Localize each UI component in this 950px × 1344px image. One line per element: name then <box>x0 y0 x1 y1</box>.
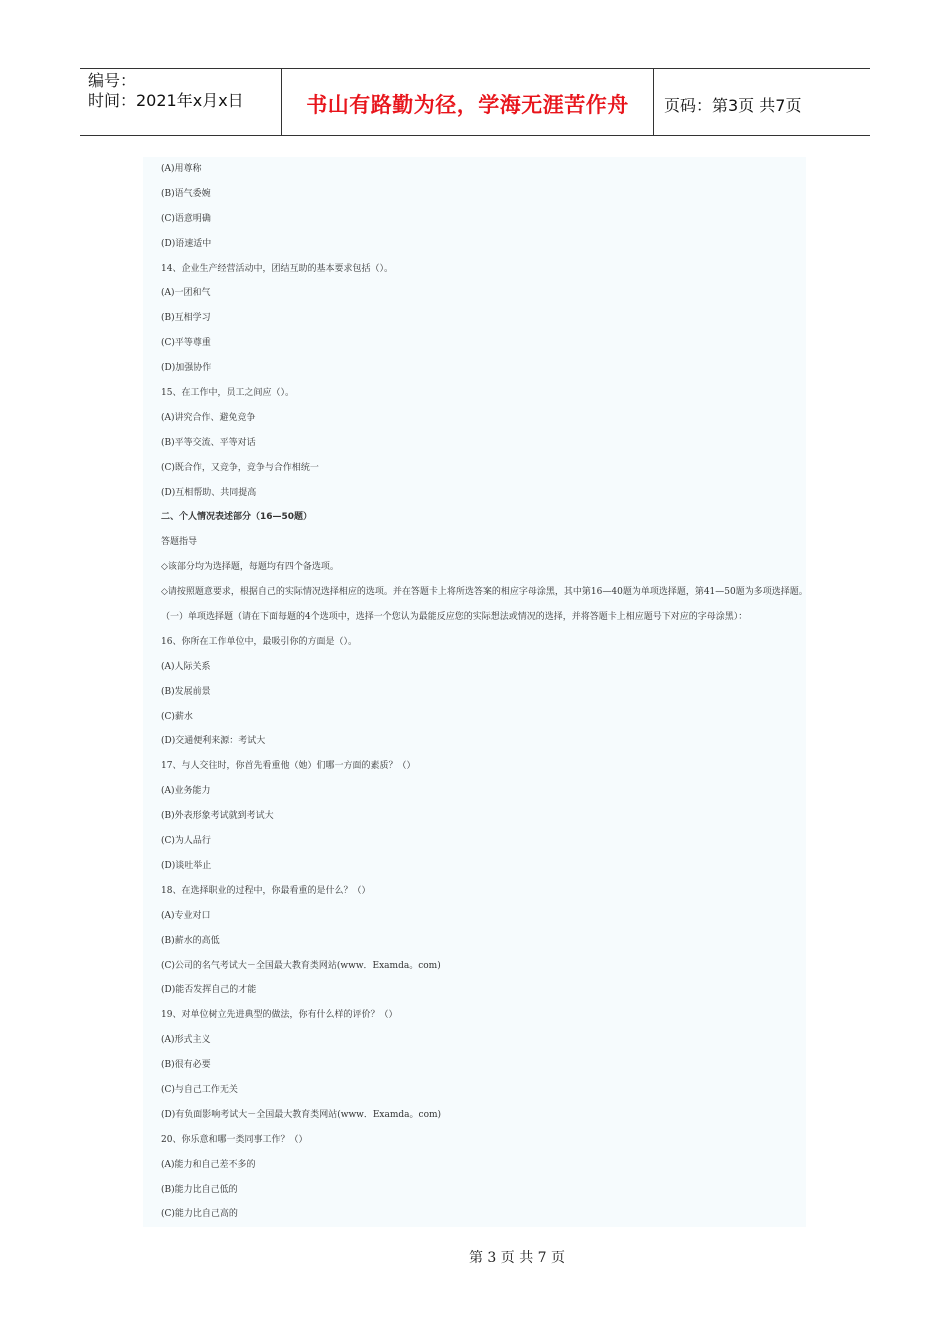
content-line: (D)有负面影响考试大－全国最大教育类网站(www．Examda。com) <box>161 1109 442 1120</box>
content-line: (D)加强协作 <box>161 363 212 374</box>
content-line: (C)平等尊重 <box>161 338 211 349</box>
content-line: ◇该部分均为选择题，每题均有四个备选项。 <box>161 562 339 573</box>
content-line: (A)用尊称 <box>161 164 202 174</box>
content-line: (B)外表形象考试就到考试大 <box>161 811 274 822</box>
page-header <box>80 68 870 136</box>
content-line: (A)讲究合作、避免竞争 <box>161 412 256 423</box>
content-line: (B)能力比自己低的 <box>161 1184 238 1195</box>
content-line: (A)人际关系 <box>161 661 211 672</box>
document-number-label: 编号： <box>88 71 137 90</box>
content-line: (C)既合作，又竞争，竞争与合作相统一 <box>161 462 319 473</box>
content-line: (A)专业对口 <box>161 910 211 921</box>
content-line: 答题指导 <box>161 537 198 548</box>
page-footer: 第 3 页 共 7 页 <box>468 1250 566 1266</box>
content-line: (B)薪水的高低 <box>161 935 220 946</box>
header-slogan: 书山有路勤为径，学海无涯苦作舟 <box>281 69 654 135</box>
content-line: (A)能力和自己差不多的 <box>161 1159 256 1170</box>
content-line: (A)一团和气 <box>161 288 211 299</box>
content-line: 17、与人交往时，你首先看重他（她）们哪一方面的素质？（） <box>161 761 416 772</box>
content-line: 15、在工作中，员工之间应（）。 <box>161 388 294 399</box>
content-line: (C)与自己工作无关 <box>161 1084 238 1095</box>
section-heading: 二、个人情况表述部分（16—50题） <box>161 512 313 523</box>
content-line: (B)很有必要 <box>161 1060 211 1071</box>
content-line: (C)为人品行 <box>161 836 211 847</box>
content-line: ◇请按照题意要求，根据自己的实际情况选择相应的选项。并在答题卡上将所选答案的相应字母涂黑，其中第16—40题为单项选择题，第41—50题为多项选择题。 <box>161 587 808 598</box>
exam-content <box>143 157 806 1227</box>
content-line: (B)发展前景 <box>161 686 211 697</box>
content-line: (D)互相帮助、共同提高 <box>161 487 257 498</box>
content-line: 16、你所在工作单位中，最吸引你的方面是（）。 <box>161 636 357 647</box>
content-line: 20、你乐意和哪一类同事工作？（） <box>161 1134 308 1145</box>
content-line: 19、对单位树立先进典型的做法，你有什么样的评价？（） <box>161 1010 398 1021</box>
content-line: (A)形式主义 <box>161 1035 211 1046</box>
header-meta <box>80 69 281 135</box>
content-line: (C)薪水 <box>161 711 193 722</box>
document-time-label: 时间：2021年x月x日 <box>88 91 244 110</box>
content-line: (B)语气委婉 <box>161 188 211 199</box>
content-line: (C)语意明确 <box>161 213 211 224</box>
content-line: （一）单项选择题（请在下面每题的4个选项中，选择一个您认为最能反应您的实际想法或情况的选择，并将答题卡上相应题号下对应的字母涂黑）： <box>161 612 748 623</box>
content-line: 18、在选择职业的过程中，你最看重的是什么？（） <box>161 885 371 896</box>
content-line: 14、企业生产经营活动中，团结互助的基本要求包括（）。 <box>161 263 393 274</box>
content-line: (C)公司的名气考试大－全国最大教育类网站(www．Examda。com) <box>161 960 441 971</box>
header-page-info: 页码：第3页 共7页 <box>664 95 802 115</box>
content-line: (B)平等交流、平等对话 <box>161 437 256 448</box>
content-line: (B)互相学习 <box>161 313 211 324</box>
content-line: (A)业务能力 <box>161 786 211 797</box>
content-line: (D)谈吐举止 <box>161 860 212 871</box>
content-line: (D)能否发挥自己的才能 <box>161 985 257 996</box>
content-line: (D)语速适中 <box>161 238 212 249</box>
content-line: (C)能力比自己高的 <box>161 1209 238 1220</box>
content-line: (D)交通便利来源：考试大 <box>161 736 266 747</box>
